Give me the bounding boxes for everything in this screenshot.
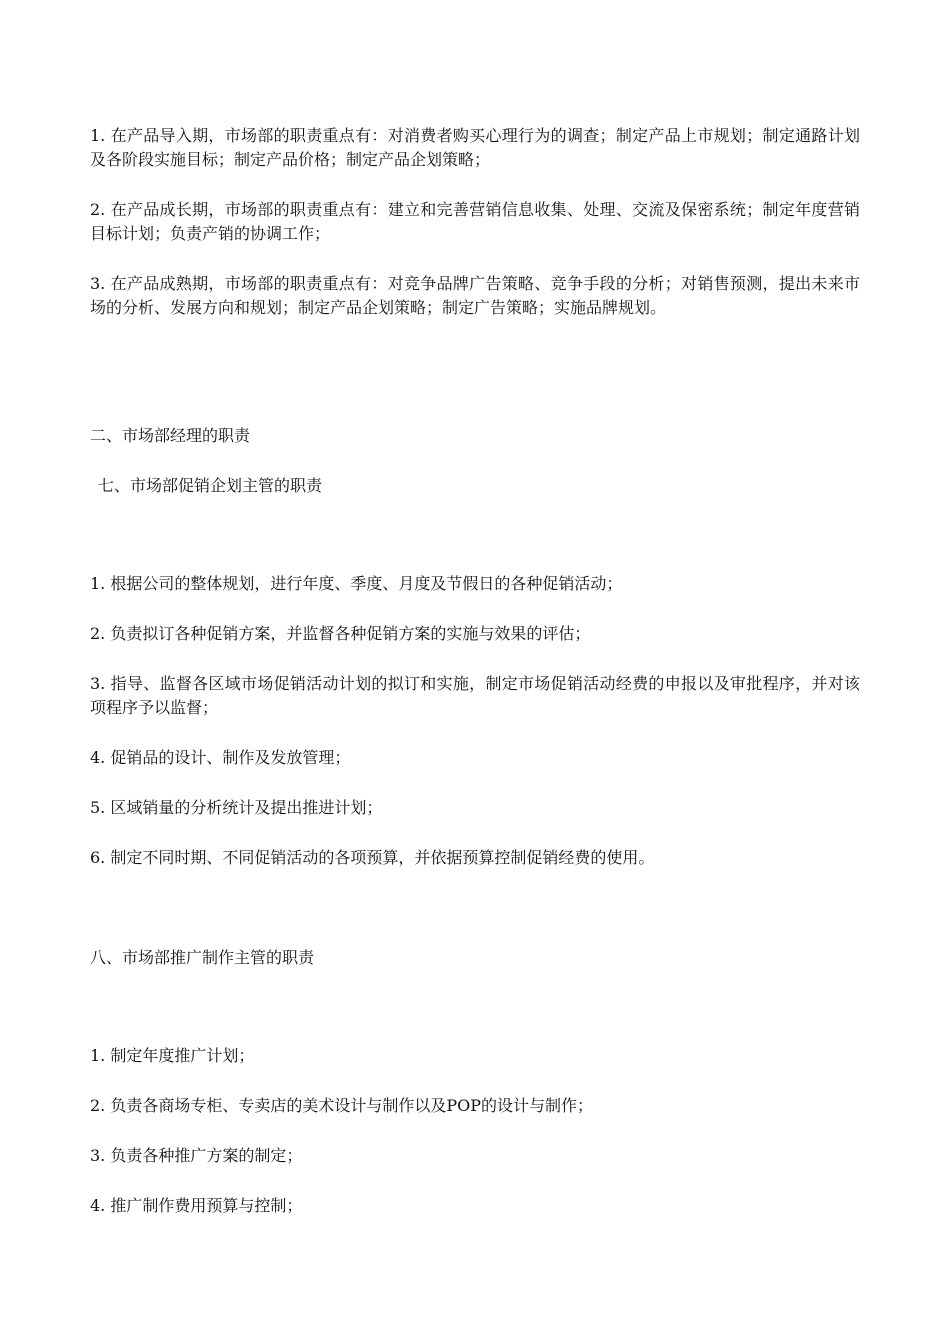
promotion-item-5: 5. 区域销量的分析统计及提出推进计划；: [90, 798, 383, 817]
promotion-supervisor-heading: 七、市场部促销企划主管的职责: [98, 476, 323, 495]
manager-heading: 二、市场部经理的职责: [90, 426, 251, 445]
production-item-1: 1. 制定年度推广计划；: [90, 1046, 255, 1065]
promotion-item-1: 1. 根据公司的整体规划，进行年度、季度、月度及节假日的各种促销活动；: [90, 574, 623, 593]
promotion-item-2: 2. 负责拟订各种促销方案，并监督各种促销方案的实施与效果的评估；: [90, 624, 591, 643]
production-item-3: 3. 负责各种推广方案的制定；: [90, 1146, 303, 1165]
promotion-item-3: 3. 指导、监督各区域市场促销活动计划的拟订和实施，制定市场促销活动经费的申报以及审批程序，并对该项程序予以监督；: [90, 674, 860, 717]
promotion-item-4: 4. 促销品的设计、制作及发放管理；: [90, 748, 351, 767]
lifecycle-item-3: 3. 在产品成熟期，市场部的职责重点有：对竞争品牌广告策略、竞争手段的分析；对销售预测，提出未来市场的分析、发展方向和规划；制定产品企划策略；制定广告策略；实施品牌规划。: [90, 274, 860, 317]
lifecycle-item-2: 2. 在产品成长期，市场部的职责重点有：建立和完善营销信息收集、处理、交流及保密系统；制定年度营销目标计划；负责产销的协调工作；: [90, 200, 860, 243]
promotion-item-6: 6. 制定不同时期、不同促销活动的各项预算，并依据预算控制促销经费的使用。: [90, 848, 655, 867]
production-supervisor-heading: 八、市场部推广制作主管的职责: [90, 948, 315, 967]
production-item-2: 2. 负责各商场专柜、专卖店的美术设计与制作以及POP的设计与制作；: [90, 1096, 594, 1115]
lifecycle-item-1: 1. 在产品导入期，市场部的职责重点有：对消费者购买心理行为的调查；制定产品上市规划；制定通路计划及各阶段实施目标；制定产品价格；制定产品企划策略；: [90, 126, 860, 169]
production-item-4: 4. 推广制作费用预算与控制；: [90, 1196, 303, 1215]
